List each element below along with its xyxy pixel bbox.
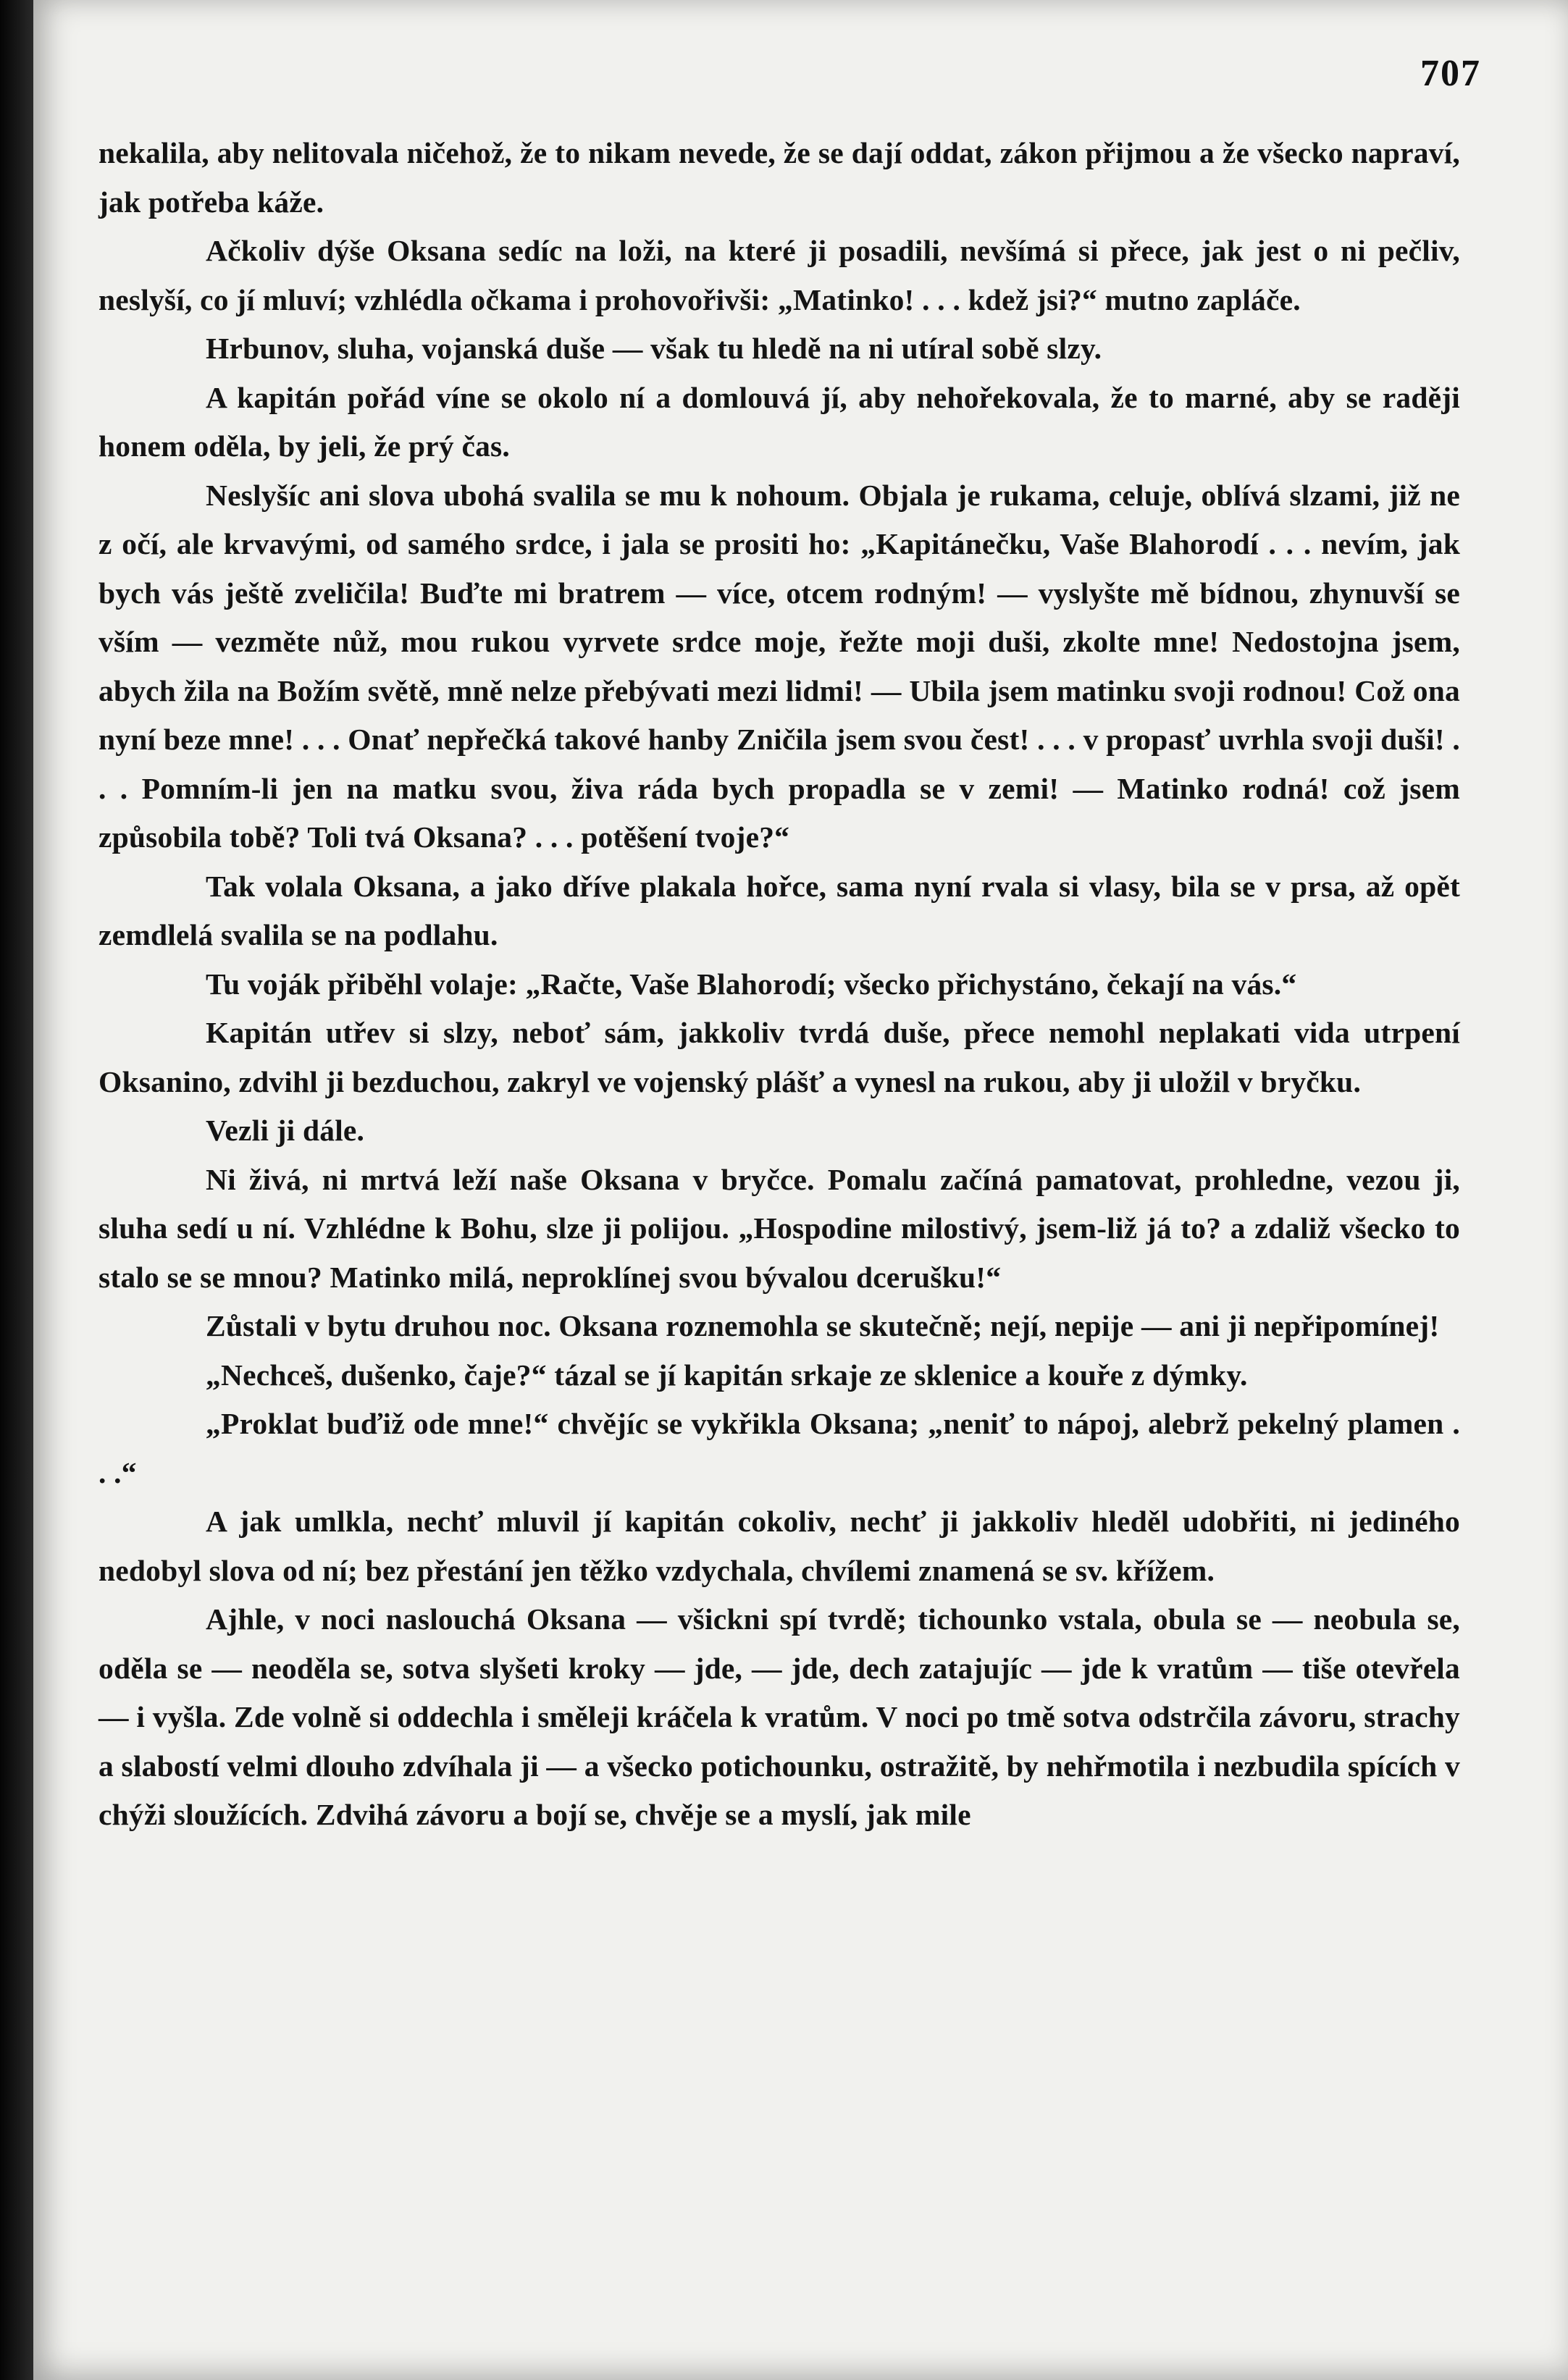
page-number: 707 <box>1420 53 1481 94</box>
paragraph-15: Ajhle, v noci naslouchá Oksana — všickni spí tvrdě; tichounko vstala, obula se — neobula se, oděla se — neoděla se, sotva slyšeti kroky — jde, — jde, dech zatajujíc — jde k vratům — tiše otevřela — i vyšla. Zde volně si oddechla i směleji kráčela k vratům. V noci po tmě sotva odstrčila závoru, strachy a slabostí velmi dlouho zdvíhala ji — a všecko potichounku, ostražitě, by nehřmotila i nezbudila spících v chýži sloužících. Zdvihá závoru a bojí se, chvěje se a myslí, jak mile <box>98 1602 1460 1831</box>
paragraph-11: Zůstali v bytu druhou noc. Oksana roznemohla se skutečně; nejí, nepije — ani ji nepřipomínej! <box>206 1309 1440 1342</box>
paragraph-4: A kapitán pořád víne se okolo ní a domlouvá jí, aby nehořekovala, že to marné, aby se raději honem oděla, by jeli, že prý čas. <box>98 380 1460 463</box>
paragraph-14: A jak umlkla, nechť mluvil jí kapitán cokoliv, nechť ji jakkoliv hleděl udobřiti, ni jediného nedobyl slova od ní; bez přestání jen těžko vzdychala, chvílemi znamená se sv. křížem. <box>98 1505 1460 1587</box>
book-page <box>33 0 1568 2380</box>
paragraph-6: Tak volala Oksana, a jako dříve plakala hořce, sama nyní rvala si vlasy, bila se v prsa, až opět zemdlelá svalila se na podlahu. <box>98 869 1460 951</box>
body-text <box>98 129 1460 1840</box>
paragraph-8: Kapitán utřev si slzy, neboť sám, jakkoliv tvrdá duše, přece nemohl neplakati vida utrpení Oksanino, zdvihl ji bezduchou, zakryl ve vojenský plášť a vynesl na rukou, aby ji uložil v bryčku. <box>98 1016 1460 1098</box>
paragraph-5: Neslyšíc ani slova ubohá svalila se mu k nohoum. Objala je rukama, celuje, oblívá slzami, již ne z očí, ale krvavými, od samého srdce, i jala se prositi ho: „Kapitánečku, Vaše Blahorodí . . . nevím, jak bych vás ještě zveličila! Buďte mi bratrem — více, otcem rodným! — vyslyšte mě bídnou, zhynuvší se vším — vezměte nůž, mou rukou vyrvete srdce moje, řežte moji duši, zkolte mne! Nedostojna jsem, abych žila na Božím světě, mně nelze přebývati mezi lidmi! — Ubila jsem matinku svoji rodnou! Což ona nyní beze mne! . . . Onať nepřečká takové hanby Zničila jsem svou čest! . . . v propasť uvrhla svoji duši! . . . Pomním-li jen na matku svou, živa ráda bych propadla se v zemi! — Matinko rodná! což jsem způsobila tobě? Toli tvá Oksana? . . . potěšení tvoje?“ <box>98 478 1460 854</box>
paragraph-1: nekalila, aby nelitovala ničehož, že to nikam nevede, že se dají oddat, zákon přijmou a že všecko napraví, jak potřeba káže. <box>98 136 1460 219</box>
paragraph-3: Hrbunov, sluha, vojanská duše — však tu hledě na ni utíral sobě slzy. <box>206 332 1102 365</box>
paragraph-10: Ni živá, ni mrtvá leží naše Oksana v bryčce. Pomalu začíná pamatovat, prohledne, vezou ji, sluha sedí u ní. Vzhlédne k Bohu, slze ji polijou. „Hospodine milostivý, jsem-liž já to? a zdaliž všecko to stalo se se mnou? Matinko milá, neproklínej svou bývalou dcerušku!“ <box>98 1162 1460 1294</box>
paragraph-9: Vezli ji dále. <box>206 1114 365 1147</box>
paragraph-13: „Proklat buďiž ode mne!“ chvějíc se vykřikla Oksana; „neniť to nápoj, alebrž pekelný plamen . . .“ <box>98 1407 1460 1489</box>
paragraph-12: „Nechceš, dušenko, čaje?“ tázal se jí kapitán srkaje ze sklenice a kouře z dýmky. <box>206 1358 1248 1392</box>
paragraph-2: Ačkoliv dýše Oksana sedíc na loži, na které ji posadili, nevšímá si přece, jak jest o ni pečliv, neslyší, co jí mluví; vzhlédla očkama i prohovořivši: „Matinko! . . . kdež jsi?“ mutno zapláče. <box>98 234 1460 316</box>
book-gutter-shadow <box>0 0 33 2380</box>
paragraph-7: Tu voják přiběhl volaje: „Račte, Vaše Blahorodí; všecko přichystáno, čekají na vás.“ <box>206 967 1297 1001</box>
